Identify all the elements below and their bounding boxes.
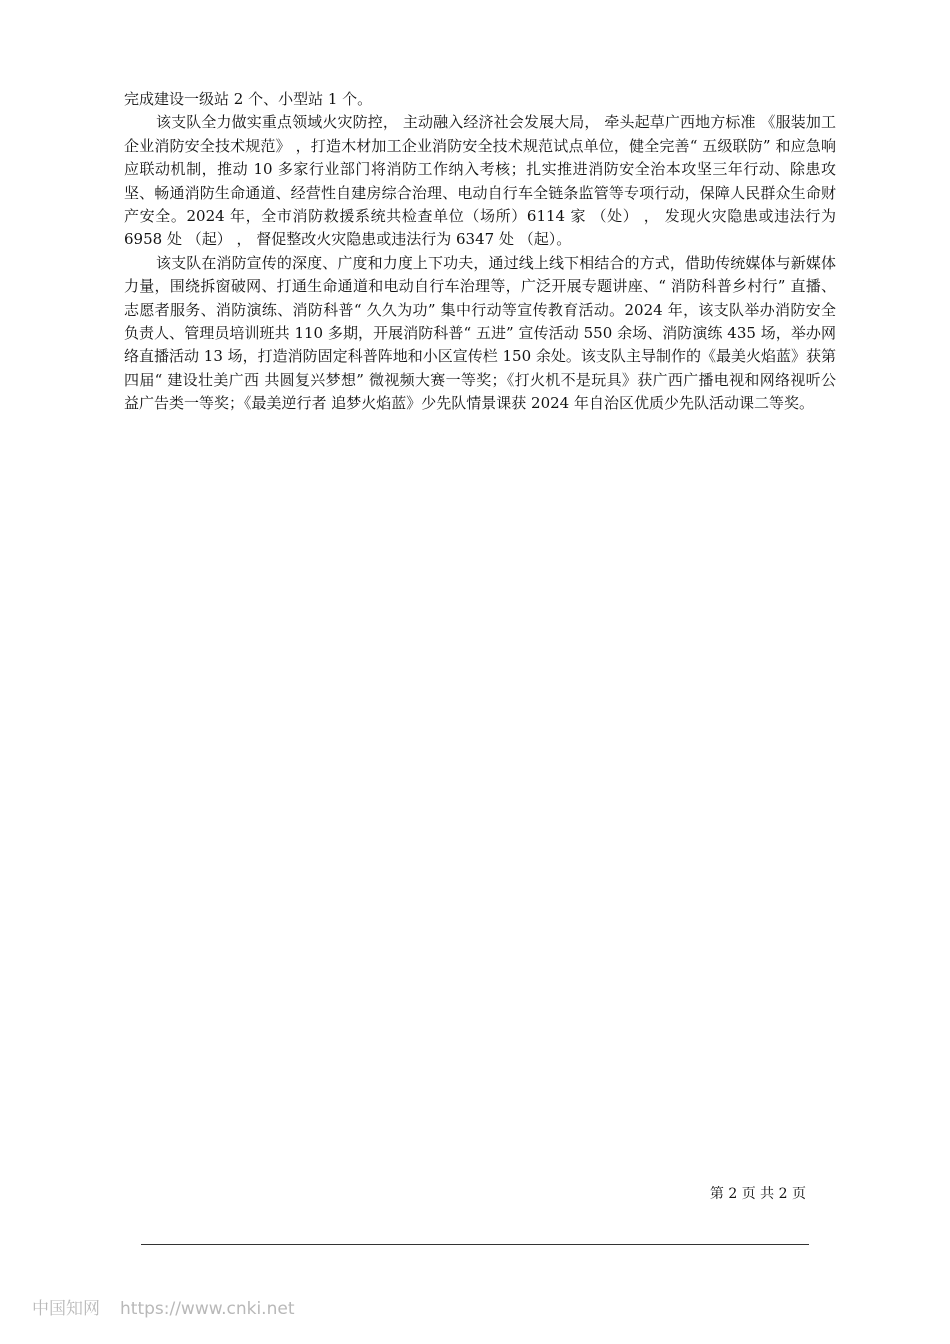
footer-divider: [141, 1244, 809, 1245]
paragraph-fire-prevention: 该支队全力做实重点领域火灾防控， 主动融入经济社会发展大局， 牵头起草广西地方标准 《服装加工企业消防安全技术规范》 ，打造木材加工企业消防安全技术规范试点单位，健全完善“ 五级联防” 和应急响应联动机制，推动 10 多家行业部门将消防工作纳入考核；扎实推进消防安全治本攻坚三年行动、除患攻坚、畅通消防生命通道、经营性自建房综合治理、电动自行车全链条监管等专项行动，保障人民群众生命财产安全。2024 年，全市消防救援系统共检查单位（场所）6114 家 （处） ， 发现火灾隐患或违法行为 6958 处 （起） ， 督促整改火灾隐患或违法行为 6347 处 （起）。: [124, 113, 836, 249]
watermark-brand: 中国知网: [32, 1299, 100, 1319]
paragraph-fire-publicity: 该支队在消防宣传的深度、广度和力度上下功夫，通过线上线下相结合的方式，借助传统媒体与新媒体力量，围绕拆窗破网、打通生命通道和电动自行车治理等，广泛开展专题讲座、“ 消防科普乡村行” 直播、志愿者服务、消防演练、消防科普“ 久久为功” 集中行动等宣传教育活动。2024 年，该支队举办消防安全负责人、管理员培训班共 110 多期，开展消防科普“ 五进” 宣传活动 550 余场、消防演练 435 场，举办网络直播活动 13 场，打造消防固定科普阵地和小区宣传栏 150 余处。该支队主导制作的《最美火焰蓝》获第四届“ 建设壮美广西 共圆复兴梦想” 微视频大赛一等奖；《打火机不是玩具》获广西广播电视和网络视听公益广告类一等奖；《最美逆行者 追梦火焰蓝》少先队情景课获 2024 年自治区优质少先队活动课二等奖。: [124, 253, 836, 413]
watermark-url: https://www.cnki.net: [120, 1299, 295, 1319]
document-body: [124, 88, 836, 416]
paragraph-continuation: 完成建设一级站 2 个、小型站 1 个。: [124, 90, 373, 108]
cnki-watermark: [32, 1294, 294, 1319]
page-number: 第 2 页 共 2 页: [709, 1186, 806, 1202]
